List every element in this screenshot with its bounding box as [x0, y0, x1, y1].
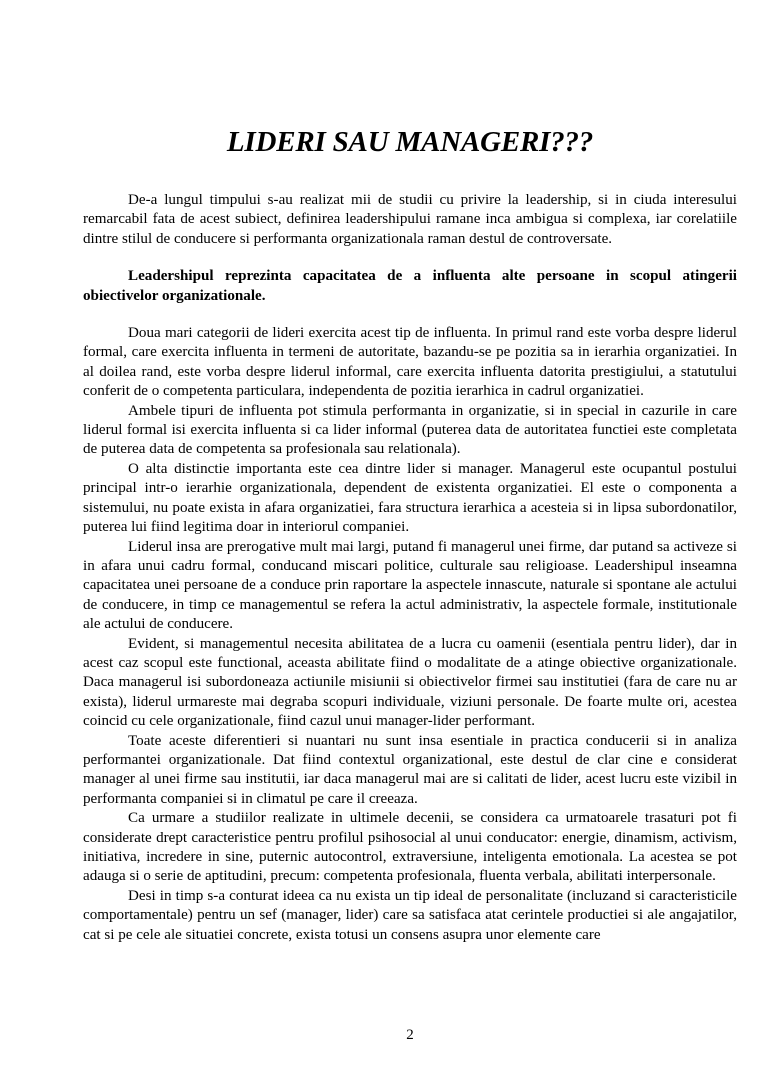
paragraph-management-abilities: Evident, si managementul necesita abilitatea de a lucra cu oamenii (esentiala pentru lider), dar in acest caz scopul este functional, aceasta abilitate fiind o modalitate de a atinge obiective organizationale. Daca managerul isi subordoneaza actiunile misiunii si obiectivelor firmei sau institutiei (fara de care nu ar exista), liderul urmareste mai degraba scopuri individuale, viziuni personale. De foarte multe ori, acestea coincid cu cele organizationale, fiind cazul unui manager-lider performant.	[83, 635, 737, 730]
paragraph-traits: Ca urmare a studiilor realizate in ultimele decenii, se considera ca urmatoarele trasaturi pot fi considerate drept caracteristice pentru profilul psihosocial al unui conducator: energie, dinamism, activism, initiativa, incredere in sine, puternic autocontrol, extraversiune, inteligenta emotionala. La acestea se pot adauga si o serie de aptitudini, precum: competenta profesionala, fluenta verbala, abilitati interpersonale.	[83, 810, 737, 885]
paragraph-intro: De-a lungul timpului s-au realizat mii de studii cu privire la leadership, si in ciuda interesului remarcabil fata de acest subiect, definirea leadershipului ramane inca ambigua si complexa, iar corelatiile dintre stilul de conducere si performanta organizationala raman destul de controversate.	[83, 192, 737, 247]
paragraph-influence-types: Ambele tipuri de influenta pot stimula performanta in organizatie, si in special in cazurile in care liderul formal isi exercita influenta si ca lider informal (puterea data de autoritatea functiei este completata de puterea data de competenta sa profesionala sau relationala).	[83, 402, 737, 458]
paragraph-differentiations: Toate aceste diferentieri si nuantari nu sunt insa esentiale in practica conducerii si in analiza performantei organizationale. Dat fiind contextul organizational, este destul de clar cine e considerat manager al unei firme sau institutii, iar daca managerul mai are si calitati de lider, acest lucru este vizibil in performanta companiei si in climatul pe care il creeaza.	[83, 732, 737, 807]
paragraph-ideal-personality: Desi in timp s-a conturat ideea ca nu exista un tip ideal de personalitate (incluzand si caracteristicile comportamentale) pentru un sef (manager, lider) care sa satisfaca atat cerintele productiei si ale angajatilor, cat si pe cele ale situatiei concrete, exista totusi un consens asupra unor elemente care	[83, 887, 737, 943]
document-page	[83, 0, 737, 1086]
paragraph-leader-vs-manager: O alta distinctie importanta este cea dintre lider si manager. Managerul este ocupantul postului principal intr-o ierarhie organizationala, dependent de existenta organizatiei. El este o componenta a sistemului, nu poate exista in afara organizatiei, fara structura ierarhica a acesteia si in lipsa subordonatilor, puterea lui fiind legitima doar in interiorul companiei.	[83, 460, 737, 536]
page-number: 2	[406, 1027, 414, 1043]
paragraph-leader-categories: Doua mari categorii de lideri exercita acest tip de influenta. In primul rand este vorba despre liderul formal, care exercita influenta in termeni de autoritate, bazandu-se pe pozitia sa in ierarhia organizatiei. In al doilea rand, este vorba despre liderul informal, care exercita influenta datorita prestigiului, a statutului conferit de o competenta particulara, independenta de pozitia ierarhica in cadrul organizatiei.	[83, 325, 737, 400]
paragraph-leader-prerogatives: Liderul insa are prerogative mult mai largi, putand fi managerul unei firme, dar putand sa activeze si in afara unui cadru formal, conducand miscari politice, culturale sau religioase. Leadershipul inseamna capacitatea unei persoane de a conduce prin raportare la aspectele innascute, naturale si spontane ale actului de conducere, in timp ce managementul se refera la actul administrativ, la aspectele formale, institutionale ale actului de conducere.	[83, 538, 737, 633]
paragraph-definition: Leadershipul reprezinta capacitatea de a influenta alte persoane in scopul atingerii obiectivelor organizationale.	[83, 268, 737, 304]
body-text	[83, 191, 737, 945]
page-title: LIDERI SAU MANAGERI???	[226, 126, 594, 158]
